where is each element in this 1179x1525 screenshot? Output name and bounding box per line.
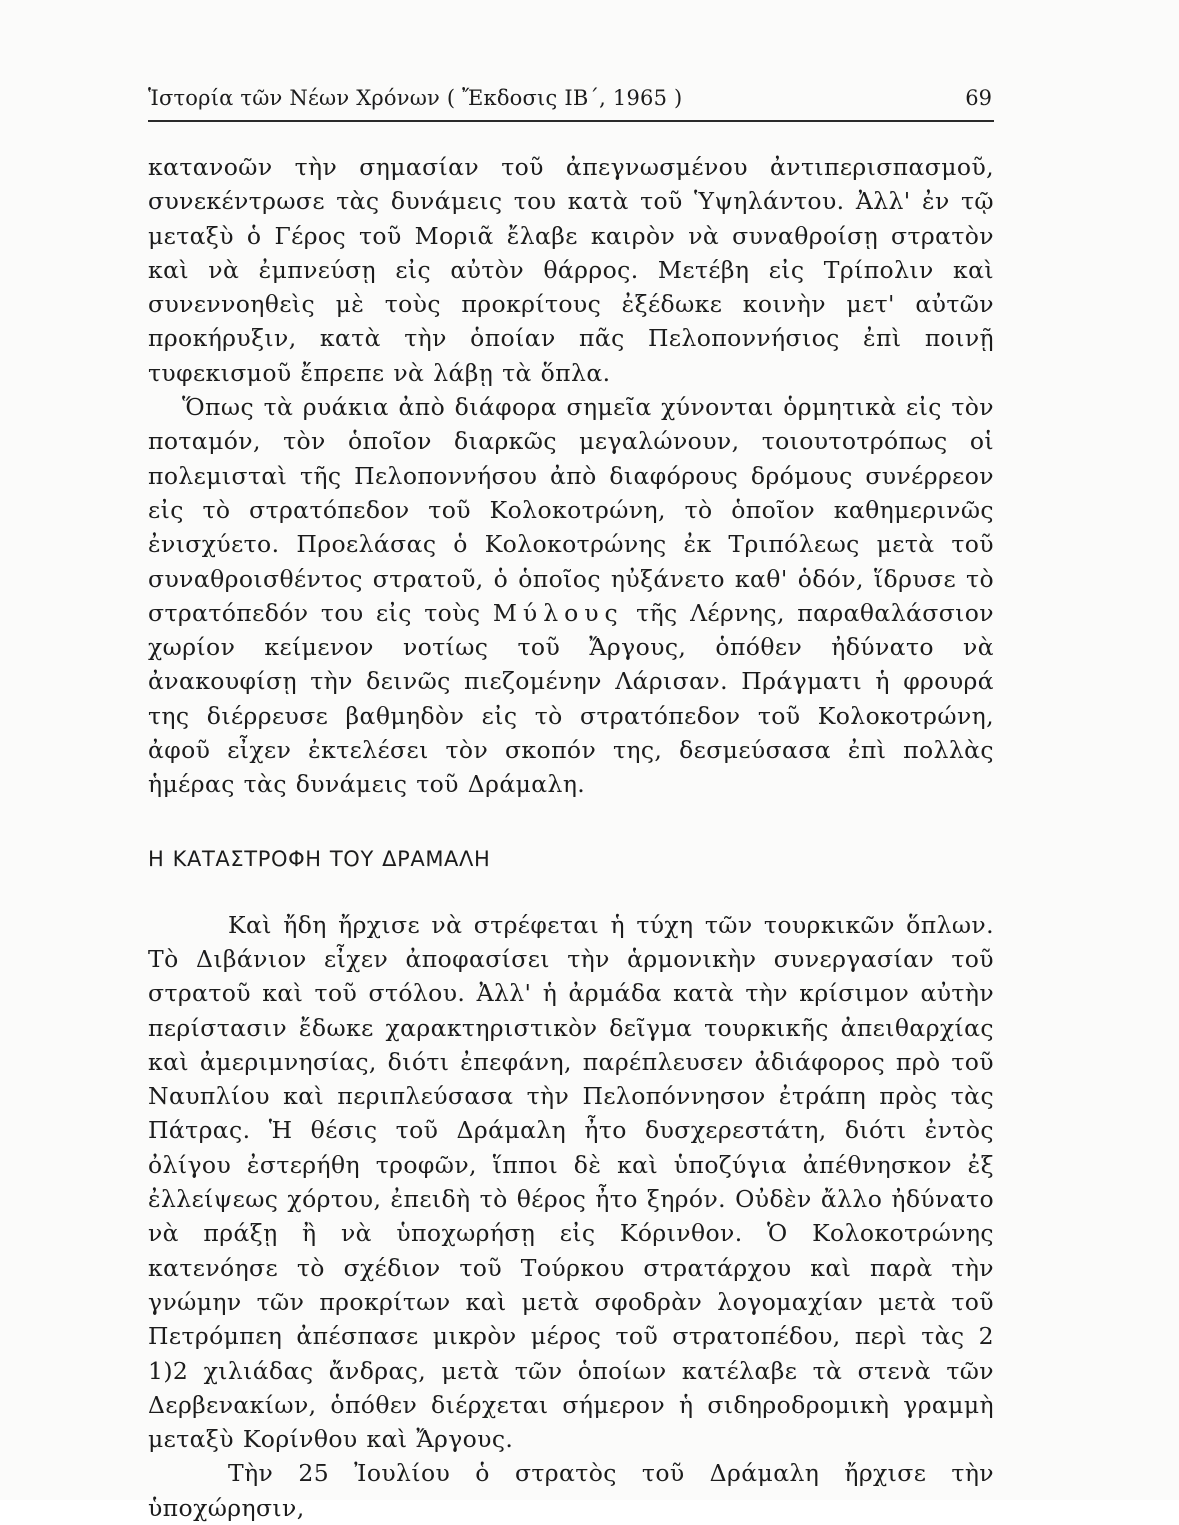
page-number: 69 xyxy=(965,86,992,110)
paragraph-1: κατανοῶν τὴν σημασίαν τοῦ ἀπεγνωσμένου ἀντιπερισπασμοῦ, συνεκέντρωσε τὰς δυνάμεις του κατὰ τοῦ Ὑψηλάντου. Ἀλλ' ἐν τῷ μεταξὺ ὁ Γέρος τοῦ Μοριᾶ ἔλαβε καιρὸν νὰ συναθροίσῃ στρατὸν καὶ νὰ ἐμπνεύσῃ εἰς αὐτὸν θάρρος. Μετέβη εἰς Τρίπολιν καὶ συνεννοηθεὶς μὲ τοὺς προκρίτους ἐξέδωκε κοινὴν μετ' αὐτῶν προκήρυξιν, κατὰ τὴν ὁποίαν πᾶς Πελοποννήσιος ἐπὶ ποινῇ τυφεκισμοῦ ἔπρεπε νὰ λάβῃ τὰ ὅπλα. xyxy=(148,153,994,387)
section-heading: Η ΚΑΤΑΣΤΡΟΦΗ ΤΟΥ ΔΡΑΜΑΛΗ xyxy=(148,846,491,871)
paragraph-2 xyxy=(148,390,994,802)
spaced-place-name: Μύλους xyxy=(492,598,624,627)
body-text xyxy=(148,150,994,1525)
paragraph-4: Τὴν 25 Ἰουλίου ὁ στρατὸς τοῦ Δράμαλη ἤρχισε τὴν ὑποχώρησιν, xyxy=(148,1459,994,1522)
paragraph-2-part-1: Ὅπως τὰ ρυάκια ἀπὸ διάφορα σημεῖα χύνονται ὁρμητικὰ εἰς τὸν ποταμόν, τὸν ὁποῖον διαρκῶς μεγαλώνουν, τοιουτοτρόπως οἱ πολεμισταὶ τῆς Πελοποννήσου ἀπὸ διαφόρους δρόμους συνέρρεον εἰς τὸ στρατόπεδον τοῦ Κολοκοτρώνη, τὸ ὁποῖον καθημερινῶς ἐνισχύετο. Προελάσας ὁ Κολοκοτρώνης ἐκ Τριπόλεως μετὰ τοῦ συναθροισθέντος στρατοῦ, ὁ ὁποῖος ηὐξάνετο καθ' ὁδόν, ἵδρυσε τὸ στρατόπεδόν του εἰς τοὺς xyxy=(148,393,994,627)
paragraph-3: Καὶ ἤδη ἤρχισε νὰ στρέφεται ἡ τύχη τῶν τουρκικῶν ὅπλων. Τὸ Διβάνιον εἶχεν ἀποφασίσει τὴν ἁρμονικὴν συνεργασίαν τοῦ στρατοῦ καὶ τοῦ στόλου. Ἀλλ' ἡ ἀρμάδα κατὰ τὴν κρίσιμον αὐτὴν περίστασιν ἔδωκε χαρακτηριστικὸν δεῖγμα τουρκικῆς ἀπειθαρχίας καὶ ἀμεριμνησίας, διότι ἐπεφάνη, παρέπλευσεν ἀδιάφορος πρὸ τοῦ Ναυπλίου καὶ περιπλεύσασα τὴν Πελοπόννησον ἐτράπη πρὸς τὰς Πάτρας. Ἡ θέσις τοῦ Δράμαλη ἦτο δυσχερεστάτη, διότι ἐντὸς ὀλίγου ἐστερήθη τροφῶν, ἵπποι δὲ καὶ ὑποζύγια ἀπέθνησκον ἐξ ἐλλείψεως χόρτου, ἐπειδὴ τὸ θέρος ἦτο ξηρόν. Οὐδὲν ἄλλο ἠδύνατο νὰ πράξῃ ἢ νὰ ὑποχωρήσῃ εἰς Κόρινθον. Ὁ Κολοκοτρώνης κατενόησε τὸ σχέδιον τοῦ Τούρκου στρατάρχου καὶ παρὰ τὴν γνώμην τῶν προκρίτων καὶ μετὰ σφοδρὰν λογομαχίαν μετὰ τοῦ Πετρόμπεη ἀπέσπασε μικρὸν μέρος τοῦ στρατοπέδου, περὶ τὰς 2 1)2 χιλιάδας ἄνδρας, μετὰ τῶν ὁποίων κατέλαβε τὰ στενὰ τῶν Δερβενακίων, ὁπόθεν διέρχεται σήμερον ἡ σιδηροδρομικὴ γραμμὴ μεταξὺ Κορίνθου καὶ Ἄργους. xyxy=(148,910,994,1454)
paragraph-2-part-2: τῆς Λέρνης, παραθαλάσσιον χωρίον κείμενον νοτίως τοῦ Ἄργους, ὁπόθεν ἠδύνατο νὰ ἀνακουφίσῃ τὴν δεινῶς πιεζομένην Λάρισαν. Πράγματι ἡ φρουρά της διέρρευσε βαθμηδὸν εἰς τὸ στρατόπεδον τοῦ Κολοκοτρώνη, ἀφοῦ εἶχεν ἐκτελέσει τὸν σκοπόν της, δεσμεύσασα ἐπὶ πολλὰς ἡμέρας τὰς δυνάμεις τοῦ Δράμαλη. xyxy=(148,598,994,799)
running-title: Ἱστορία τῶν Νέων Χρόνων ( Ἔκδοσις ΙΒ΄, 1965 ) xyxy=(148,86,683,110)
page-header xyxy=(148,86,994,122)
